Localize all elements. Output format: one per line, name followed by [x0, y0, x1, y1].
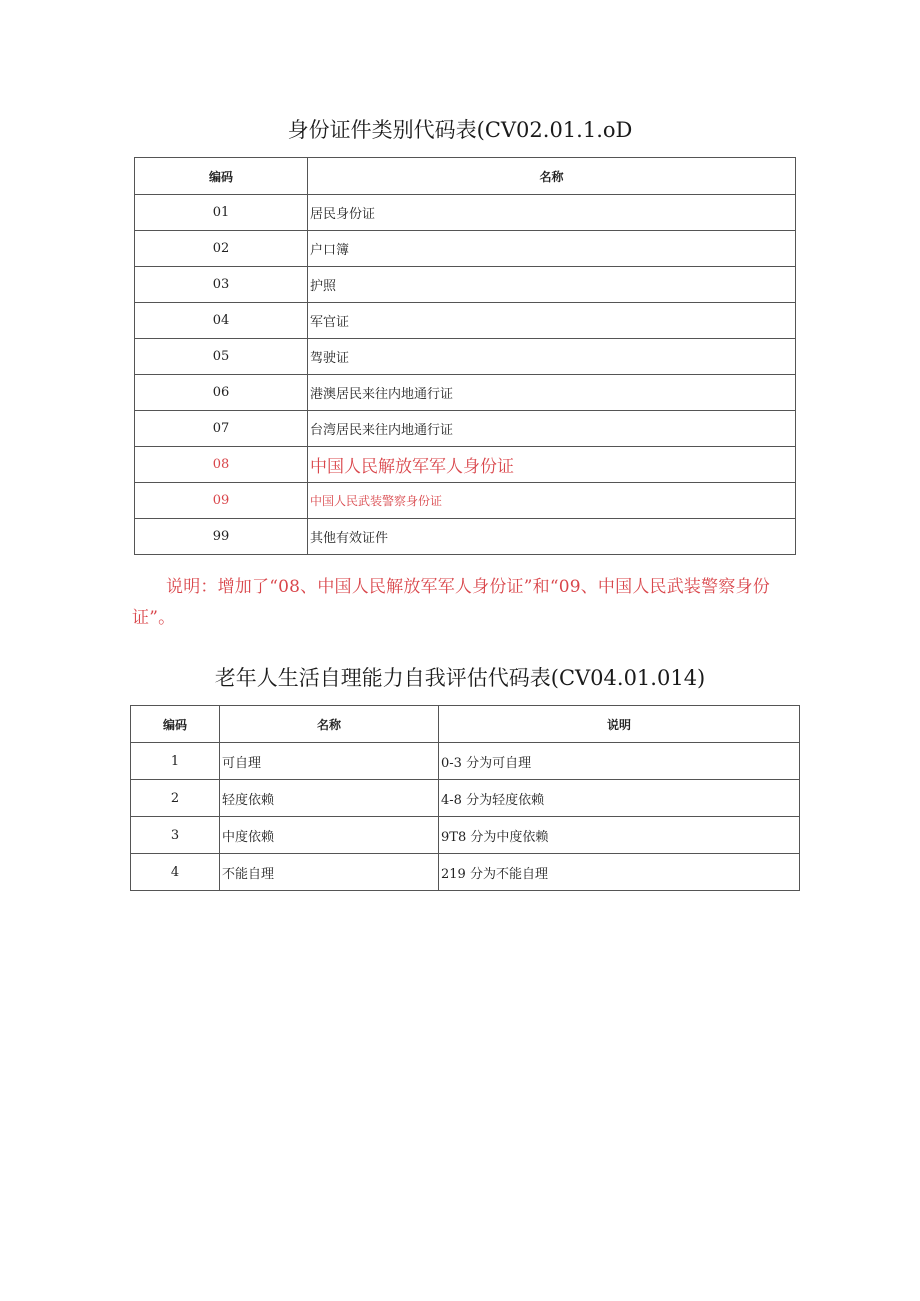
row-description: 4-8 分为轻度依赖: [439, 780, 800, 817]
table-row-highlighted: [135, 447, 796, 483]
header-code: 编码: [131, 706, 220, 743]
table-row-highlighted: [135, 483, 796, 519]
row-name: 户口簿: [308, 231, 796, 267]
row-name: 中度依赖: [220, 817, 439, 854]
row-name: 港澳居民来往内地通行证: [308, 375, 796, 411]
header-name: 名称: [308, 158, 796, 195]
row-name: 驾驶证: [308, 339, 796, 375]
row-description: 0-3 分为可自理: [439, 743, 800, 780]
row-name: 军官证: [308, 303, 796, 339]
row-name: 居民身份证: [308, 195, 796, 231]
row-code: 01: [135, 195, 308, 231]
header-name: 名称: [220, 706, 439, 743]
row-description: 9T8 分为中度依赖: [439, 817, 800, 854]
row-code: 07: [135, 411, 308, 447]
id-document-code-table: [134, 157, 796, 555]
row-code: 2: [131, 780, 220, 817]
id-document-table-title: 身份证件类别代码表(CV02.01.1.oD: [287, 118, 633, 142]
table-row: [135, 411, 796, 447]
row-code: 02: [135, 231, 308, 267]
elderly-self-care-code-table: [130, 705, 800, 891]
row-code: 04: [135, 303, 308, 339]
row-code: 03: [135, 267, 308, 303]
row-code: 3: [131, 817, 220, 854]
row-code: 99: [135, 519, 308, 555]
table-row: [135, 267, 796, 303]
row-name: 其他有效证件: [308, 519, 796, 555]
row-name: 中国人民解放军军人身份证: [308, 447, 796, 483]
table-row: [135, 303, 796, 339]
row-code: 05: [135, 339, 308, 375]
table-row: [135, 375, 796, 411]
row-name: 中国人民武装警察身份证: [308, 483, 796, 519]
row-code: 06: [135, 375, 308, 411]
header-description: 说明: [439, 706, 800, 743]
table-row: [135, 519, 796, 555]
row-code: 09: [135, 483, 308, 519]
table-header-row: [131, 706, 800, 743]
table-row: [131, 854, 800, 891]
row-code: 1: [131, 743, 220, 780]
table-row: [135, 339, 796, 375]
revision-note: 说明：增加了“08、中国人民解放军军人身份证”和“09、中国人民武装警察身份证”。: [132, 577, 770, 628]
header-code: 编码: [135, 158, 308, 195]
row-code: 4: [131, 854, 220, 891]
table-row: [131, 743, 800, 780]
row-name: 轻度依赖: [220, 780, 439, 817]
elderly-self-care-table-title: 老年人生活自理能力自我评估代码表(CV04.01.014): [214, 666, 706, 690]
row-name: 护照: [308, 267, 796, 303]
table-row: [135, 231, 796, 267]
table-row: [131, 780, 800, 817]
row-name: 可自理: [220, 743, 439, 780]
table-row: [135, 195, 796, 231]
row-description: 219 分为不能自理: [439, 854, 800, 891]
row-name: 不能自理: [220, 854, 439, 891]
table-header-row: [135, 158, 796, 195]
row-name: 台湾居民来往内地通行证: [308, 411, 796, 447]
row-code: 08: [135, 447, 308, 483]
table-row: [131, 817, 800, 854]
